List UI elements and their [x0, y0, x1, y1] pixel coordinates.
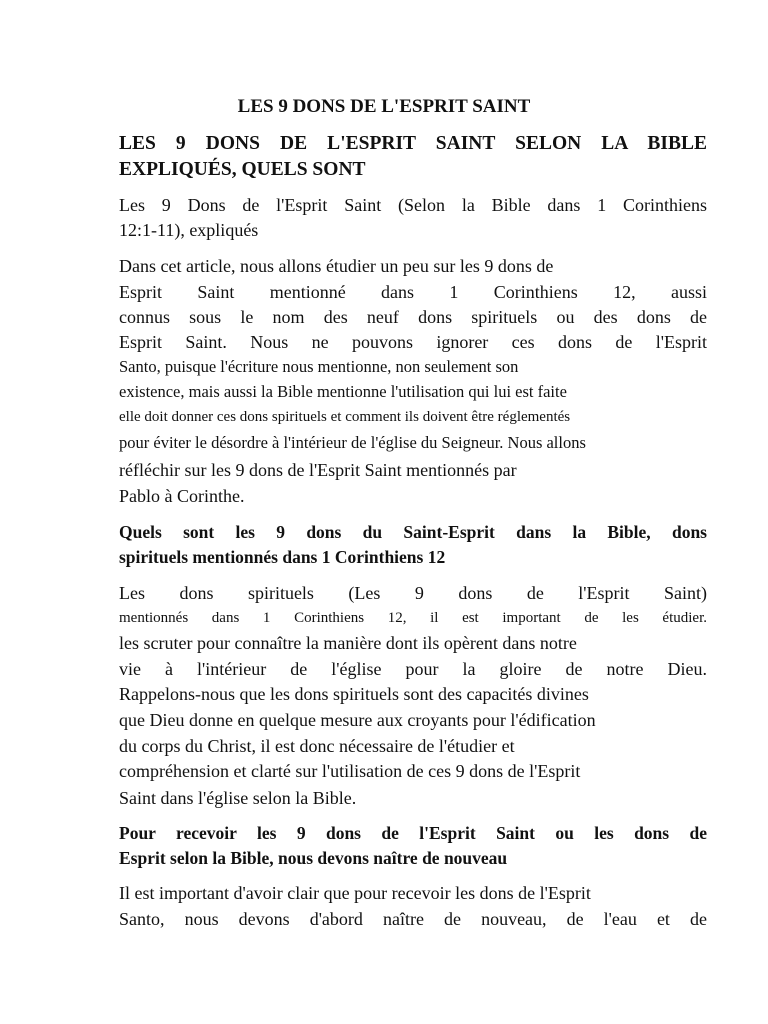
paragraph-1-line: Esprit Saint. Nous ne pouvons ignorer ces dons de l'Esprit	[119, 332, 707, 352]
heading-2-line-2: spirituels mentionnés dans 1 Corinthiens 12	[119, 547, 446, 567]
paragraph-2-line: mentionnés dans 1 Corinthiens 12, il est important de les étudier.	[119, 610, 707, 626]
paragraph-1-line: pour éviter le désordre à l'intérieur de l'église du Seigneur. Nous allons	[119, 433, 586, 452]
paragraph-2-line: les scruter pour connaître la manière dont ils opèrent dans notre	[119, 633, 577, 653]
paragraph-2-line: vie à l'intérieur de l'église pour la gloire de notre Dieu.	[119, 659, 707, 679]
paragraph-1-line: existence, mais aussi la Bible mentionne l'utilisation qui lui est faite	[119, 382, 567, 401]
paragraph-1-line: Santo, puisque l'écriture nous mentionne, non seulement son	[119, 357, 519, 376]
paragraph-1-line: Dans cet article, nous allons étudier un peu sur les 9 dons de	[119, 256, 554, 276]
paragraph-2-line: que Dieu donne en quelque mesure aux croyants pour l'édification	[119, 710, 596, 730]
paragraph-2-line: compréhension et clarté sur l'utilisation de ces 9 dons de l'Esprit	[119, 761, 581, 781]
paragraph-1-line: réfléchir sur les 9 dons de l'Esprit Saint mentionnés par	[119, 460, 517, 480]
heading-3-line-1: Pour recevoir les 9 dons de l'Esprit Saint ou les dons de	[119, 823, 707, 843]
paragraph-3-line: Il est important d'avoir clair que pour recevoir les dons de l'Esprit	[119, 883, 591, 903]
heading-1-line-1: LES 9 DONS DE L'ESPRIT SAINT SELON LA BIBLE	[119, 133, 707, 154]
paragraph-1-line: elle doit donner ces dons spirituels et comment ils doivent être réglementés	[119, 409, 571, 425]
intro-line-1: Les 9 Dons de l'Esprit Saint (Selon la Bible dans 1 Corinthiens	[119, 195, 707, 215]
heading-1-line-2: EXPLIQUÉS, QUELS SONT	[119, 159, 366, 180]
paragraph-1-line: Pablo à Corinthe.	[119, 486, 245, 506]
heading-2-line-1: Quels sont les 9 dons du Saint-Esprit dans la Bible, dons	[119, 522, 707, 542]
paragraph-2-line: du corps du Christ, il est donc nécessaire de l'étudier et	[119, 736, 515, 756]
heading-3-line-2: Esprit selon la Bible, nous devons naître de nouveau	[119, 848, 508, 868]
paragraph-2-line: Saint dans l'église selon la Bible.	[119, 788, 357, 808]
paragraph-1-line: Esprit Saint mentionné dans 1 Corinthiens 12, aussi	[119, 282, 707, 302]
paragraph-2-line: Rappelons-nous que les dons spirituels sont des capacités divines	[119, 684, 589, 704]
paragraph-2-line: Les dons spirituels (Les 9 dons de l'Esprit Saint)	[119, 583, 707, 603]
paragraph-3-line: Santo, nous devons d'abord naître de nouveau, de l'eau et de	[119, 909, 707, 929]
document-title: LES 9 DONS DE L'ESPRIT SAINT	[237, 96, 531, 117]
paragraph-1-line: connus sous le nom des neuf dons spirituels ou des dons de	[119, 307, 707, 327]
intro-line-2: 12:1-11), expliqués	[119, 220, 259, 240]
